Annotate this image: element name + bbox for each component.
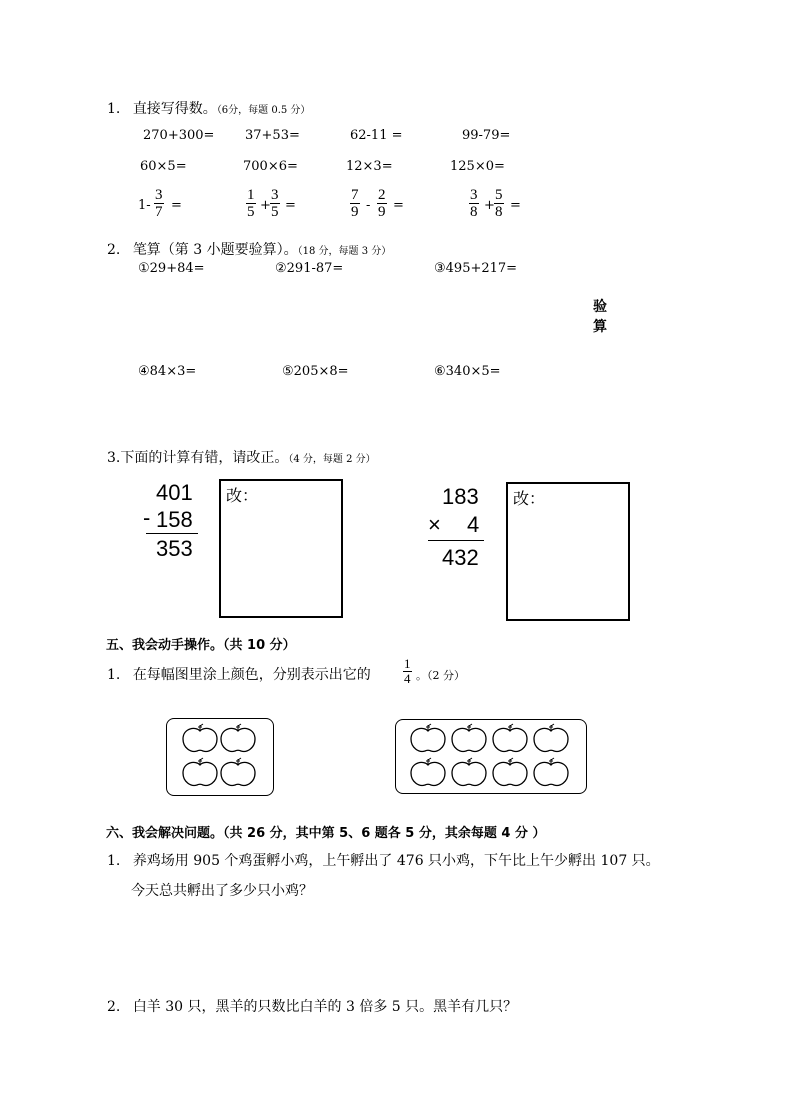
q3-left-operator: -	[143, 505, 151, 530]
frac-denominator: 4	[404, 671, 411, 686]
q3-right-result: 432	[442, 545, 479, 570]
q2-item-6: ⑥340×5=	[434, 364, 501, 379]
s5-q1-line	[107, 664, 371, 684]
s6-p2-number: 2.	[107, 999, 121, 1015]
s5-quarter-fraction	[403, 657, 412, 686]
frac-numerator: 3	[155, 187, 163, 203]
frac-denominator: 7	[155, 204, 163, 220]
q2-check-label-2: 算	[593, 319, 607, 335]
q3-right-top-number: 183	[442, 484, 479, 509]
frac-numerator: 3	[470, 187, 478, 203]
q3-left-correction-box[interactable]	[219, 479, 343, 618]
q1-frac4-a	[469, 187, 479, 220]
q1-r2-c3: 12×3=	[346, 159, 393, 174]
q2-title: 笔算（第 3 小题要验算）。	[132, 242, 298, 258]
q1-r2-c2: 700×6=	[243, 159, 298, 174]
s6-p1-line2: 今天总共孵出了多少只小鸡？	[131, 883, 313, 899]
apple-icon	[493, 758, 527, 785]
q2-item-2: ②291-87=	[275, 261, 344, 276]
section5-title: 五、我会动手操作。（共 10 分）	[106, 638, 296, 653]
apple-icon	[183, 724, 217, 751]
q3-right-operator: ×	[428, 512, 441, 537]
q1-frac2-b	[270, 187, 280, 220]
apple-icon	[452, 724, 486, 751]
apple-grid-right	[396, 720, 585, 792]
s6-p1-number: 1.	[107, 853, 121, 869]
q1-r1-c1: 270+300=	[143, 128, 215, 143]
frac-numerator: 5	[495, 187, 503, 203]
q3-right-second-number: 4	[467, 512, 480, 537]
frac-denominator: 8	[495, 204, 503, 220]
q1-frac2-a	[246, 187, 256, 220]
frac-denominator: 9	[378, 204, 386, 220]
correction-label: 改：	[513, 489, 546, 508]
q1-score: （6分，每题 0.5 分）	[216, 105, 311, 116]
q1-frac1-prefix: 1-	[138, 198, 151, 213]
q2-header	[107, 239, 391, 259]
apple-icon	[221, 758, 255, 785]
apple-icon	[534, 724, 568, 751]
frac-numerator: 1	[404, 656, 411, 671]
q1-number: 1.	[107, 101, 121, 117]
apple-icon	[221, 724, 255, 751]
q1-frac3-eq: =	[393, 198, 404, 213]
apple-icon	[493, 724, 527, 751]
q1-frac3-a	[350, 187, 360, 220]
apple-icon	[534, 758, 568, 785]
section6-title: 六、我会解决问题。（共 26 分，其中第 5、6 题各 5 分，其余每题 4 分 ）	[106, 826, 546, 841]
s6-p2-text: 白羊 30 只，黑羊的只数比白羊的 3 倍多 5 只。黑羊有几只？	[132, 999, 518, 1015]
frac-denominator: 5	[247, 204, 255, 220]
frac-numerator: 7	[351, 187, 359, 203]
apple-icon	[411, 724, 445, 751]
q1-frac1-a	[154, 187, 164, 220]
frac-denominator: 8	[470, 204, 478, 220]
q2-item-4: ④84×3=	[138, 364, 197, 379]
q1-frac2-op: +	[260, 198, 271, 213]
q2-item-1: ①29+84=	[138, 261, 205, 276]
q1-r1-c3: 62-11 =	[350, 128, 403, 143]
apple-icon	[452, 758, 486, 785]
q2-check-label-1: 验	[593, 299, 607, 315]
q2-item-5: ⑤205×8=	[282, 364, 349, 379]
q1-r1-c2: 37+53=	[245, 128, 300, 143]
apple-grid-left	[167, 719, 272, 794]
apple-tray-right	[395, 719, 587, 794]
apple-tray-left	[166, 718, 274, 796]
q3-header	[107, 447, 376, 467]
q1-r2-c4: 125×0=	[450, 159, 505, 174]
q1-frac3-b	[377, 187, 387, 220]
frac-numerator: 2	[378, 187, 386, 203]
q1-frac2-eq: =	[285, 198, 296, 213]
q1-frac4-eq: =	[510, 198, 521, 213]
q1-frac1-eq: =	[171, 198, 182, 213]
q3-left-result: 353	[156, 536, 193, 561]
q3-right-correction-box[interactable]	[506, 482, 630, 621]
q1-header	[107, 98, 310, 118]
s6-p2-line	[107, 996, 517, 1016]
q2-score: （18 分，每题 3 分）	[297, 246, 392, 257]
q2-number: 2.	[107, 242, 121, 258]
q1-frac4-op: +	[484, 198, 495, 213]
q3-left-top-number: 401	[156, 480, 193, 505]
q1-frac4-b	[494, 187, 504, 220]
frac-denominator: 9	[351, 204, 359, 220]
q1-frac3-op: -	[366, 198, 371, 213]
s6-p1-text: 养鸡场用 905 个鸡蛋孵小鸡，上午孵出了 476 只小鸡，下午比上午少孵出 107 只。	[132, 853, 660, 869]
s5-q1-score: 。（2 分）	[416, 669, 465, 682]
q1-r1-c4: 99-79=	[462, 128, 511, 143]
q3-left-rule	[146, 533, 198, 534]
q2-item-3: ③495+217=	[434, 261, 518, 276]
q3-right-rule	[428, 540, 484, 541]
correction-label: 改：	[226, 486, 259, 505]
frac-denominator: 5	[271, 204, 279, 220]
s5-q1-text: 在每幅图里涂上颜色，分别表示出它的	[132, 667, 371, 683]
q3-left-second-number: 158	[156, 507, 193, 532]
q3-score: （4 分，每题 2 分）	[288, 454, 376, 465]
s5-q1-number: 1.	[107, 667, 121, 683]
q3-title: 3.下面的计算有错，请改正。	[107, 450, 289, 466]
frac-numerator: 3	[271, 187, 279, 203]
s6-p1-line1	[107, 850, 660, 870]
q1-title: 直接写得数。	[132, 101, 217, 117]
frac-numerator: 1	[247, 187, 255, 203]
apple-icon	[411, 758, 445, 785]
apple-icon	[183, 758, 217, 785]
q1-r2-c1: 60×5=	[140, 159, 187, 174]
